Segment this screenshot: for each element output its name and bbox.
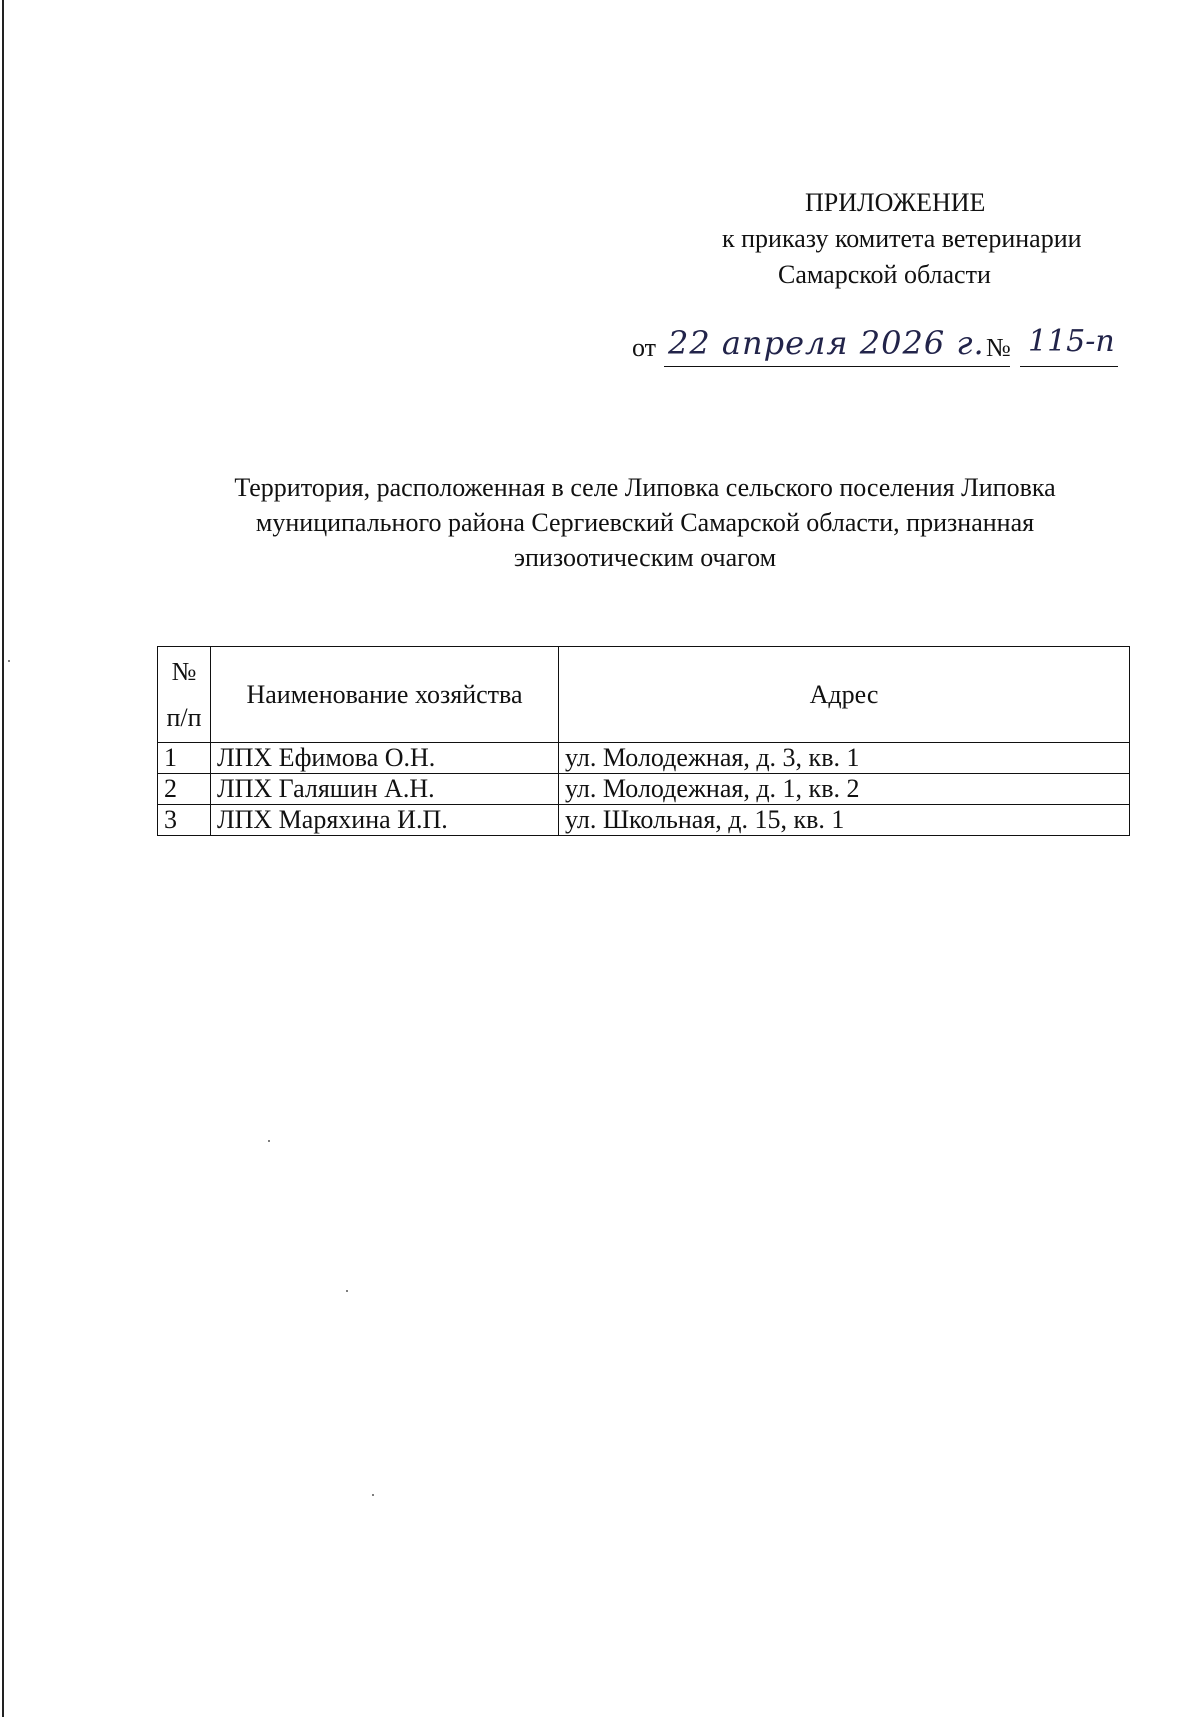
header-farm-name: Наименование хозяйства xyxy=(211,647,559,743)
order-number-label: № xyxy=(986,333,1011,362)
cell-address: ул. Школьная, д. 15, кв. 1 xyxy=(559,805,1130,836)
table-row xyxy=(158,805,1130,836)
scan-speck xyxy=(372,1494,374,1496)
cell-farm-name: ЛПХ Галяшин А.Н. xyxy=(211,774,559,805)
heading-line: эпизоотическим очагом xyxy=(513,543,777,572)
header-number xyxy=(158,647,211,743)
heading-line: Территория, расположенная в селе Липовка сельского поселения Липовка xyxy=(234,473,1056,502)
cell-address: ул. Молодежная, д. 3, кв. 1 xyxy=(559,743,1130,774)
table-row xyxy=(158,774,1130,805)
scan-speck xyxy=(268,1140,270,1142)
farms-table xyxy=(157,646,1130,836)
header-address: Адрес xyxy=(559,647,1130,743)
table-row xyxy=(158,743,1130,774)
cell-number: 1 xyxy=(158,743,211,774)
scan-speck xyxy=(346,1290,348,1292)
scan-speck xyxy=(8,660,10,662)
order-number-handwritten: 115-п xyxy=(1028,324,1115,359)
table-header-row xyxy=(158,647,1130,743)
cell-number: 3 xyxy=(158,805,211,836)
cell-address: ул. Молодежная, д. 1, кв. 2 xyxy=(559,774,1130,805)
appendix-title: ПРИЛОЖЕНИЕ xyxy=(805,188,986,217)
order-date-handwritten: 22 апреля 2026 г. xyxy=(668,324,985,362)
header-number-symbol: № xyxy=(171,656,197,686)
cell-farm-name: ЛПХ Маряхина И.П. xyxy=(211,805,559,836)
order-date-field xyxy=(664,326,1010,367)
order-number-field xyxy=(1020,326,1118,367)
header-number-abbrev: п/п xyxy=(166,702,202,732)
appendix-region: Самарской области xyxy=(778,260,991,289)
document-heading xyxy=(150,470,1140,575)
order-date-label: от xyxy=(632,333,657,362)
appendix-reference: к приказу комитета ветеринарии xyxy=(722,224,1082,253)
scan-edge-line xyxy=(2,0,4,1717)
order-reference-line xyxy=(632,326,1122,370)
heading-line: муниципального района Сергиевский Самарской области, признанная xyxy=(255,508,1035,537)
cell-number: 2 xyxy=(158,774,211,805)
cell-farm-name: ЛПХ Ефимова О.Н. xyxy=(211,743,559,774)
